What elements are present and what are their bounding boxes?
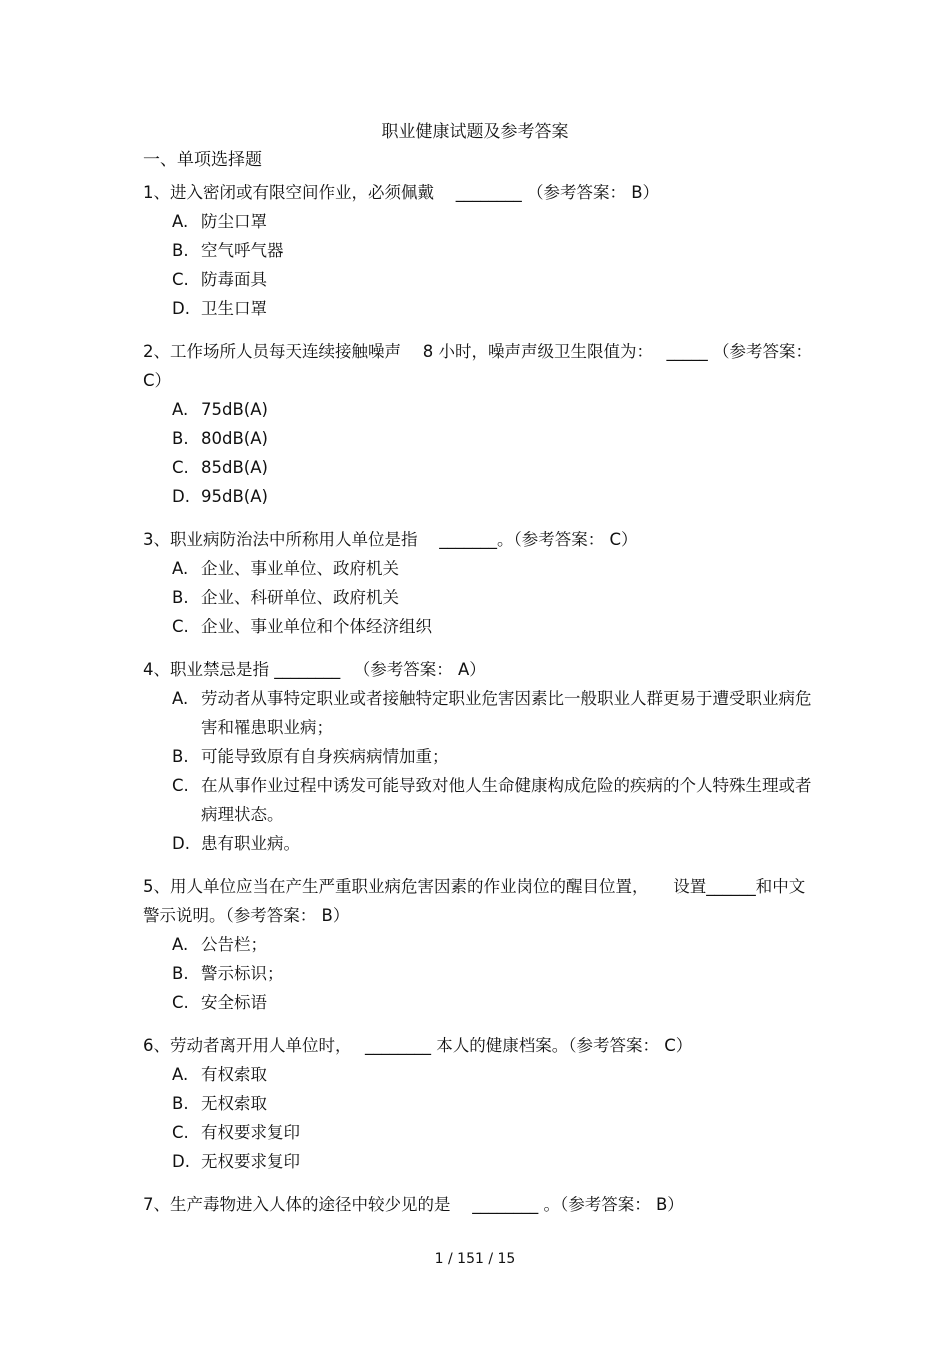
section-heading: 一、单项选择题	[143, 150, 262, 170]
option-letter: C.	[172, 1123, 189, 1142]
question-item	[143, 178, 813, 323]
option-letter: B.	[172, 964, 189, 983]
option-item	[172, 612, 813, 641]
option-list	[143, 395, 813, 511]
option-text: 无权要求复印	[201, 1152, 300, 1171]
question-item	[143, 1190, 813, 1219]
question-text: 2、工作场所人员每天连续接触噪声 8 小时，噪声声级卫生限值为： _____ （参考答案： C）	[143, 342, 818, 390]
question-text: 6、劳动者离开用人单位时， ________ 本人的健康档案。（参考答案： C）	[143, 1036, 693, 1055]
option-text: 企业、科研单位、政府机关	[201, 588, 399, 607]
option-letter: D.	[172, 487, 190, 506]
option-list	[143, 1060, 813, 1176]
option-letter: A.	[172, 559, 189, 578]
option-item	[172, 1147, 813, 1176]
option-item	[172, 771, 813, 829]
option-item	[172, 742, 813, 771]
option-item	[172, 1118, 813, 1147]
option-text: 无权索取	[201, 1094, 267, 1113]
option-item	[172, 829, 813, 858]
option-list	[143, 684, 813, 858]
question-list	[143, 178, 818, 1233]
option-letter: C.	[172, 270, 189, 289]
question-item	[143, 655, 813, 858]
option-text: 企业、事业单位、政府机关	[201, 559, 399, 578]
option-letter: C.	[172, 993, 189, 1012]
option-item	[172, 395, 813, 424]
option-list	[143, 930, 813, 1017]
option-letter: B.	[172, 747, 189, 766]
option-letter: C.	[172, 458, 189, 477]
question-item	[143, 1031, 813, 1176]
option-item	[172, 554, 813, 583]
option-item	[172, 684, 813, 742]
question-text: 7、生产毒物进入人体的途径中较少见的是 ________ 。（参考答案： B）	[143, 1195, 684, 1214]
option-letter: A.	[172, 689, 189, 708]
option-text: 企业、事业单位和个体经济组织	[201, 617, 432, 636]
option-item	[172, 1060, 813, 1089]
option-text: 劳动者从事特定职业或者接触特定职业危害因素比一般职业人群更易于遭受职业病危害和罹患职业病；	[201, 689, 812, 737]
option-list	[143, 554, 813, 641]
question-item	[143, 337, 818, 511]
option-item	[172, 294, 813, 323]
option-letter: A.	[172, 400, 189, 419]
option-text: 患有职业病。	[201, 834, 300, 853]
option-text: 防毒面具	[201, 270, 267, 289]
option-letter: C.	[172, 776, 189, 795]
option-letter: D.	[172, 1152, 190, 1171]
option-item	[172, 930, 813, 959]
option-text: 95dB(A)	[201, 487, 268, 506]
option-item	[172, 959, 813, 988]
option-text: 警示标识；	[201, 964, 284, 983]
option-letter: A.	[172, 1065, 189, 1084]
option-letter: C.	[172, 617, 189, 636]
question-item	[143, 525, 813, 641]
question-item	[143, 872, 813, 1017]
option-item	[172, 583, 813, 612]
option-item	[172, 988, 813, 1017]
option-letter: B.	[172, 429, 189, 448]
option-letter: B.	[172, 241, 189, 260]
question-text: 5、用人单位应当在产生严重职业病危害因素的作业岗位的醒目位置， 设置______和中文警示说明。（参考答案： B）	[143, 877, 806, 925]
option-text: 80dB(A)	[201, 429, 268, 448]
option-text: 85dB(A)	[201, 458, 268, 477]
question-text: 4、职业禁忌是指 ________ （参考答案： A）	[143, 660, 486, 679]
option-letter: A.	[172, 935, 189, 954]
option-item	[172, 265, 813, 294]
option-text: 安全标语	[201, 993, 267, 1012]
option-text: 可能导致原有自身疾病病情加重；	[201, 747, 449, 766]
option-text: 卫生口罩	[201, 299, 267, 318]
document-title: 职业健康试题及参考答案	[381, 122, 569, 142]
page-number: 1 / 151 / 15	[434, 1251, 516, 1267]
option-text: 公告栏；	[201, 935, 267, 954]
option-text: 有权索取	[201, 1065, 267, 1084]
option-text: 在从事作业过程中诱发可能导致对他人生命健康构成危险的疾病的个人特殊生理或者病理状态。	[201, 776, 812, 824]
question-text: 3、职业病防治法中所称用人单位是指 _______。（参考答案： C）	[143, 530, 638, 549]
option-item	[172, 207, 813, 236]
option-letter: A.	[172, 212, 189, 231]
option-letter: D.	[172, 299, 190, 318]
question-text: 1、进入密闭或有限空间作业，必须佩戴 ________ （参考答案： B）	[143, 183, 660, 202]
option-letter: B.	[172, 588, 189, 607]
option-text: 75dB(A)	[201, 400, 268, 419]
option-text: 空气呼气器	[201, 241, 284, 260]
option-item	[172, 424, 813, 453]
option-letter: D.	[172, 834, 190, 853]
option-list	[143, 207, 813, 323]
option-letter: B.	[172, 1094, 189, 1113]
option-item	[172, 482, 813, 511]
option-item	[172, 236, 813, 265]
option-text: 防尘口罩	[201, 212, 267, 231]
option-text: 有权要求复印	[201, 1123, 300, 1142]
option-item	[172, 1089, 813, 1118]
option-item	[172, 453, 813, 482]
